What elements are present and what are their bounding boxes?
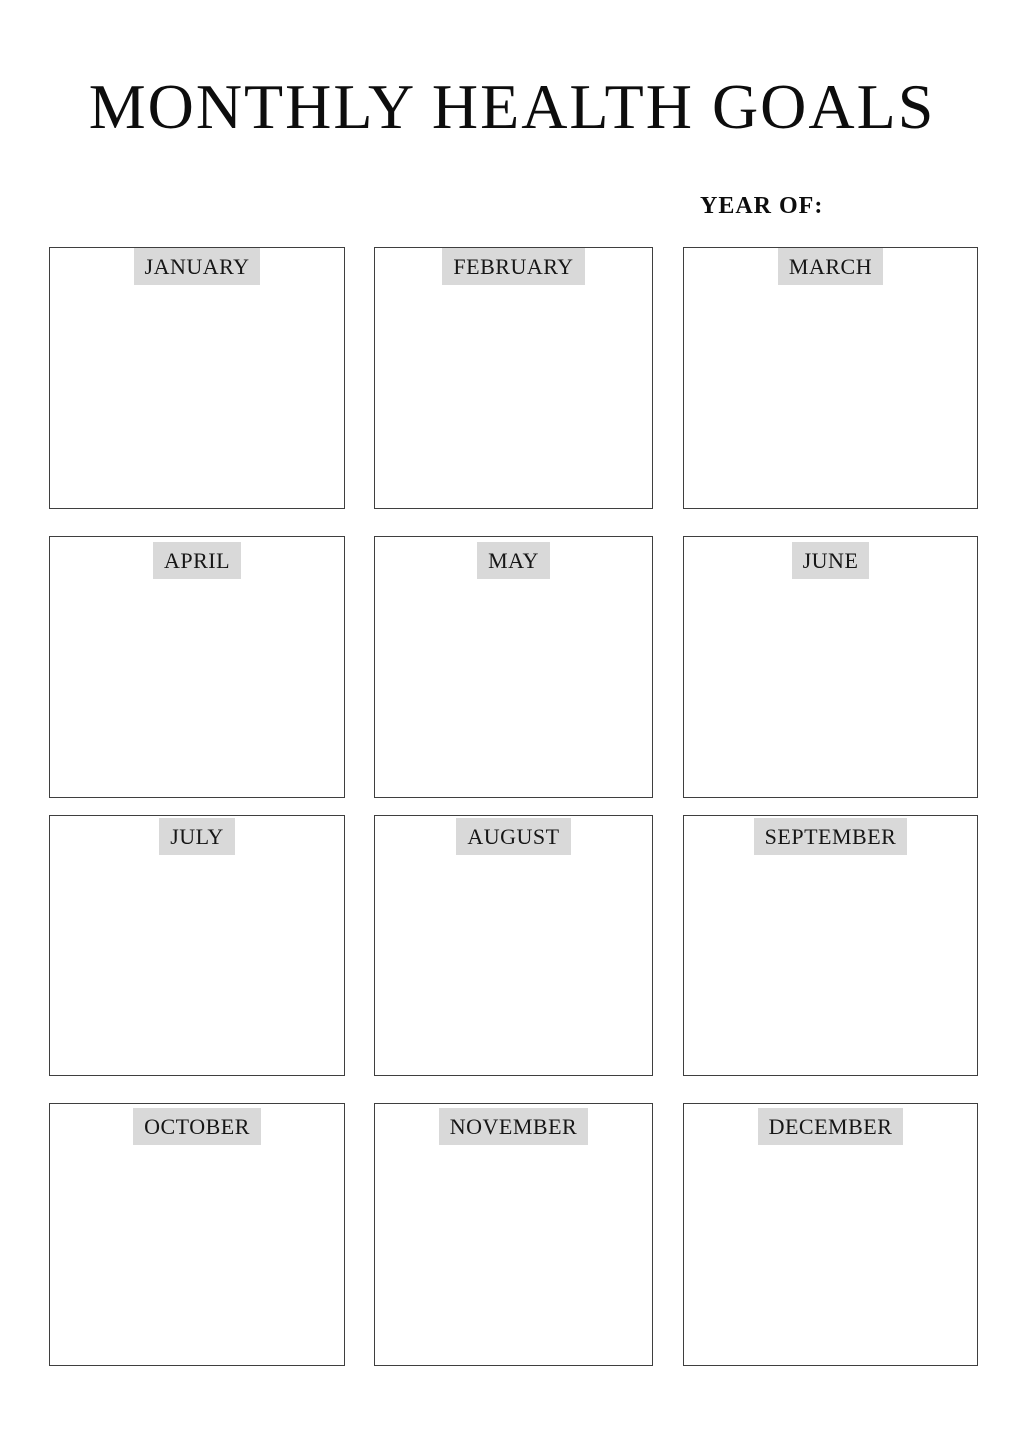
month-label-september: SEPTEMBER bbox=[754, 818, 908, 855]
month-box-july bbox=[49, 815, 345, 1076]
month-box-january bbox=[49, 247, 345, 509]
month-label-january: JANUARY bbox=[134, 248, 261, 285]
month-label-february: FEBRUARY bbox=[442, 248, 584, 285]
month-label-december: DECEMBER bbox=[758, 1108, 904, 1145]
month-label-august: AUGUST bbox=[456, 818, 570, 855]
month-label-march: MARCH bbox=[778, 248, 883, 285]
month-box-october bbox=[49, 1103, 345, 1366]
month-label-april: APRIL bbox=[153, 542, 241, 579]
page-title: MONTHLY HEALTH GOALS bbox=[88, 71, 936, 142]
month-box-november bbox=[374, 1103, 653, 1366]
month-box-april bbox=[49, 536, 345, 798]
month-box-march bbox=[683, 247, 978, 509]
month-box-september bbox=[683, 815, 978, 1076]
month-label-june: JUNE bbox=[792, 542, 870, 579]
month-box-may bbox=[374, 536, 653, 798]
month-label-may: MAY bbox=[477, 542, 550, 579]
month-label-july: JULY bbox=[159, 818, 235, 855]
months-grid bbox=[49, 247, 978, 1366]
month-box-december bbox=[683, 1103, 978, 1366]
year-of-label: YEAR OF: bbox=[700, 193, 824, 219]
month-label-november: NOVEMBER bbox=[439, 1108, 588, 1145]
month-box-february bbox=[374, 247, 653, 509]
month-box-august bbox=[374, 815, 653, 1076]
month-label-october: OCTOBER bbox=[133, 1108, 261, 1145]
month-box-june bbox=[683, 536, 978, 798]
